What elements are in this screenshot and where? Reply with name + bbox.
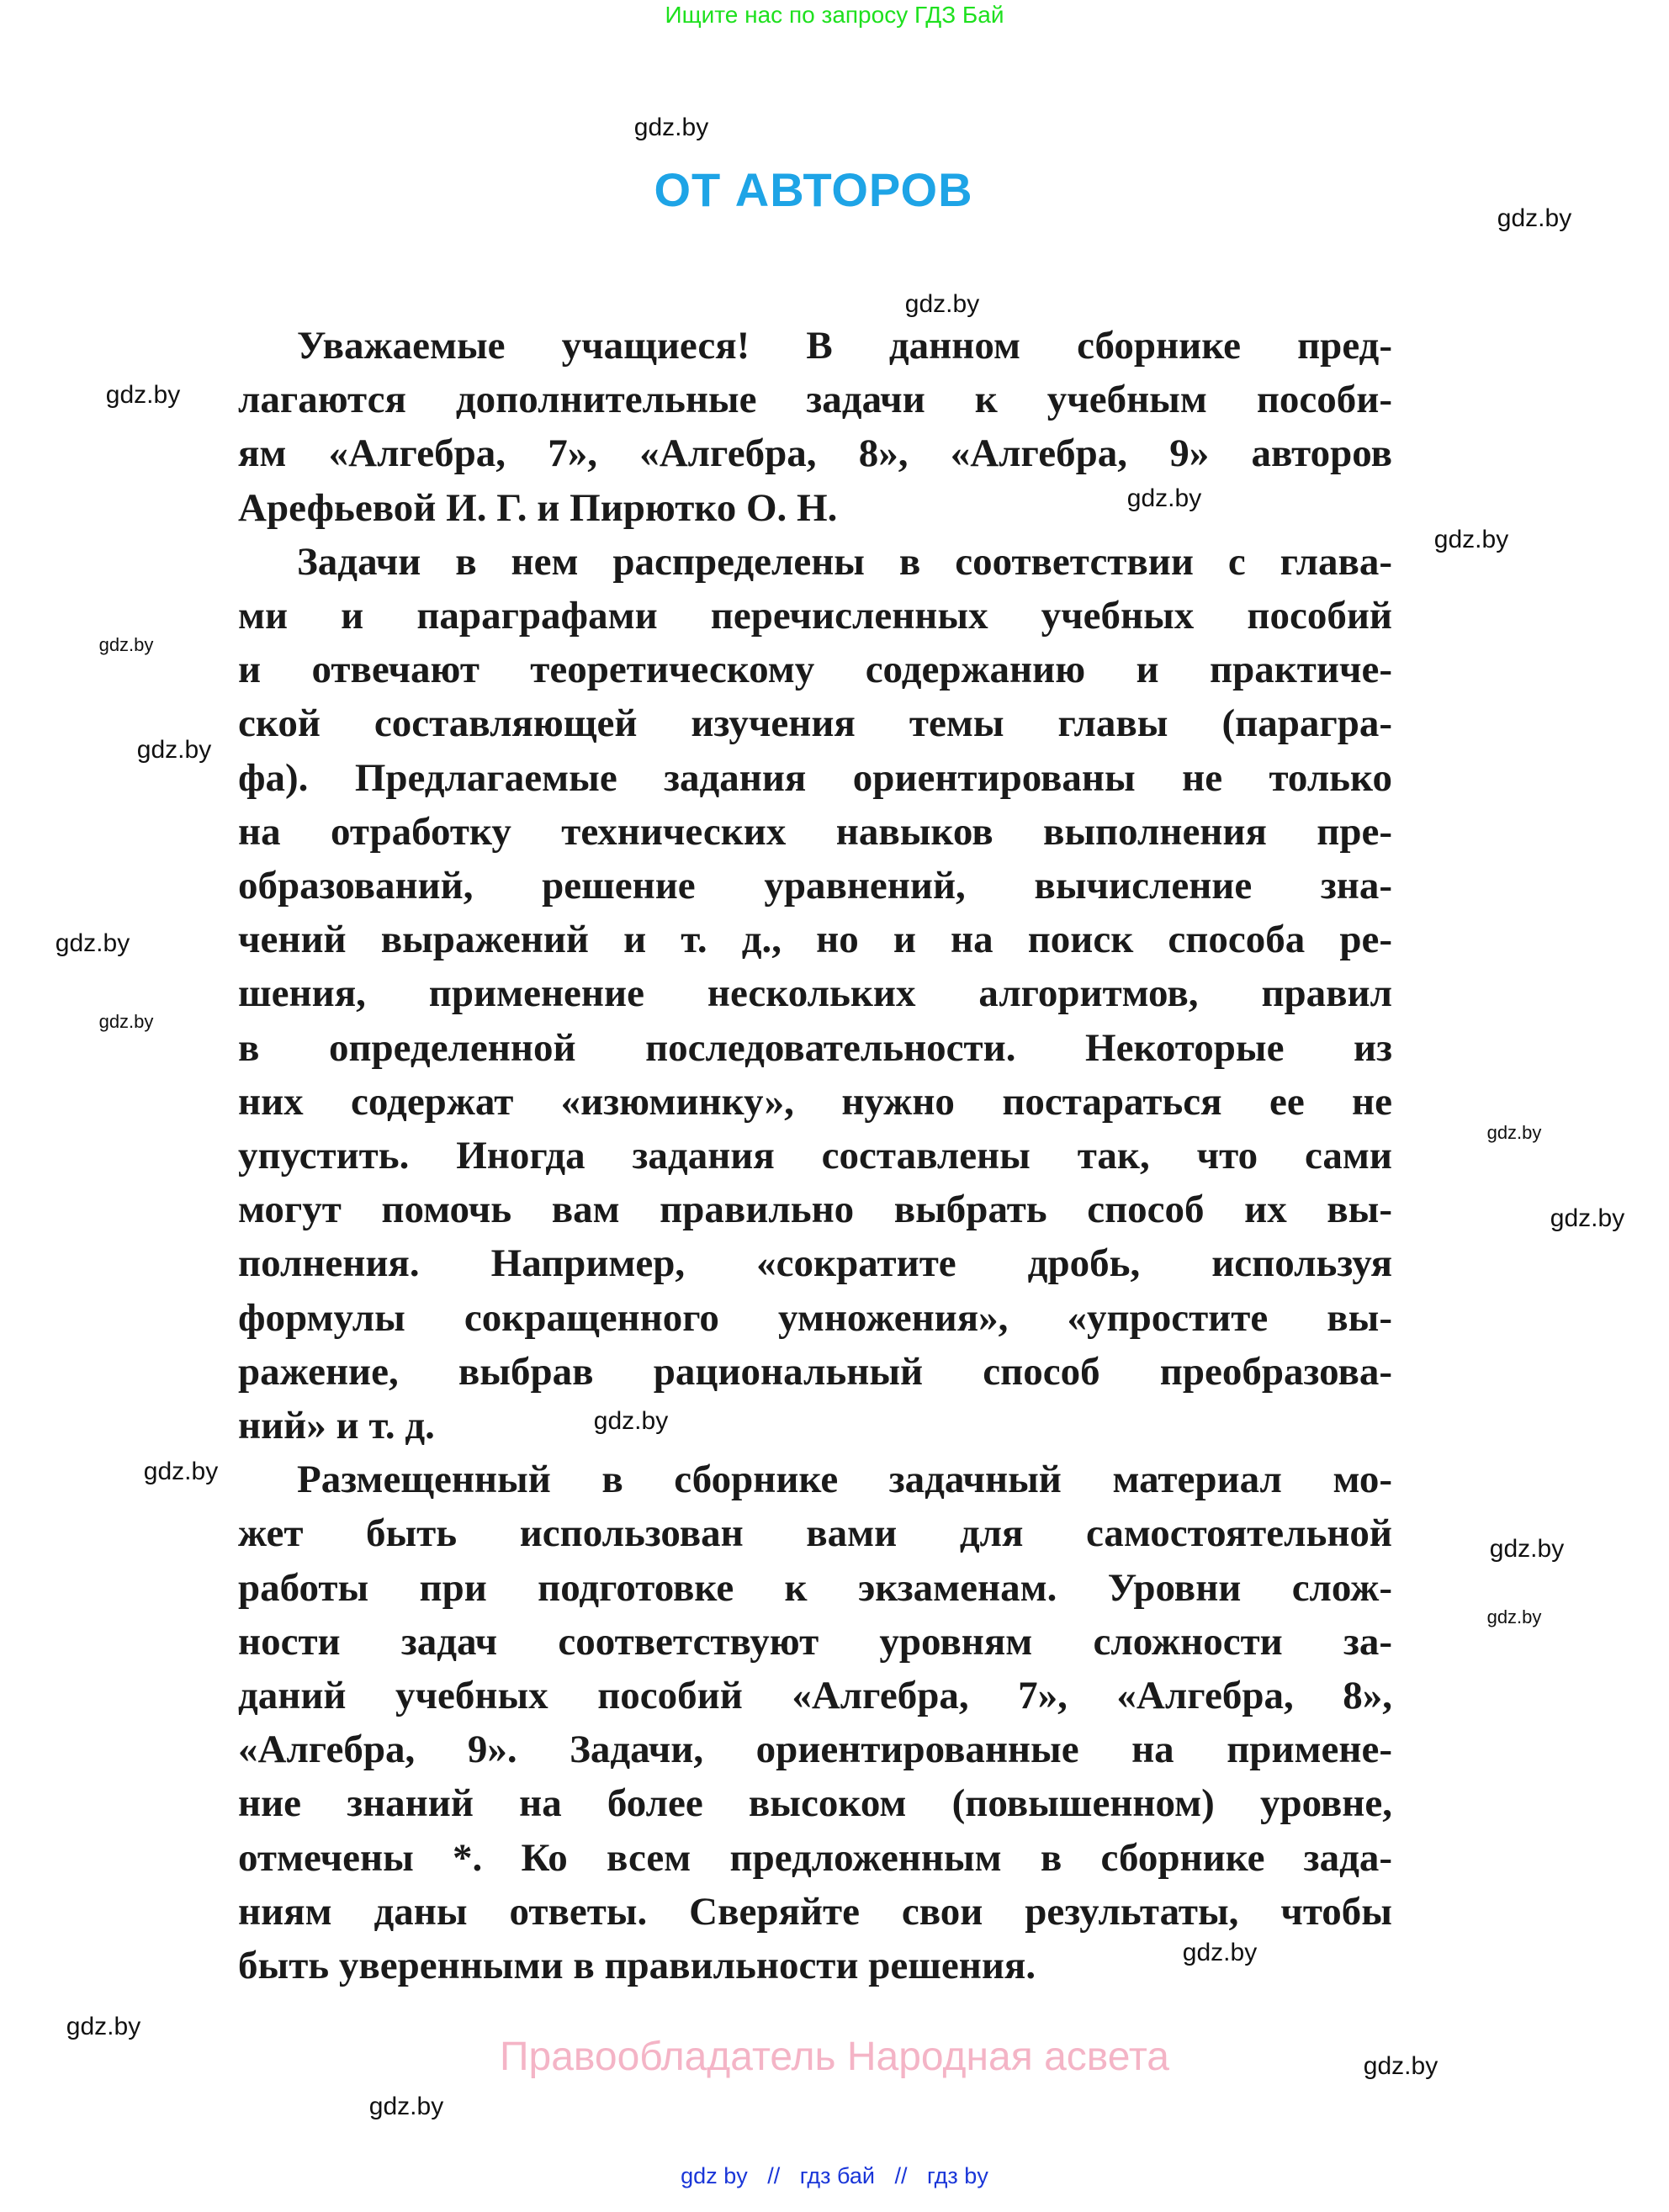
watermark-text: gdz.by: [368, 2093, 444, 2120]
text-line: в определенной последовательности. Некоторые из: [238, 1025, 1392, 1070]
text-line: отмечены *. Ко всем предложенным в сборнике зада-: [238, 1835, 1392, 1880]
text-line: шения, применение нескольких алгоритмов, правил: [238, 971, 1392, 1016]
text-line: на отработку технических навыков выполнения пре-: [238, 809, 1392, 854]
footer-link-gdz-bai[interactable]: гдз бай: [799, 2163, 875, 2188]
watermark-text: gdz.by: [1550, 1204, 1625, 1232]
text-line: ний» и т. д.: [238, 1404, 435, 1447]
text-line: формулы сокращенного умножения», «упростите вы-: [238, 1295, 1392, 1340]
text-line: Размещенный в сборнике задачный материал мо-: [297, 1458, 1392, 1502]
text-line: упустить. Иногда задания составлены так, что сами: [238, 1134, 1392, 1177]
text-line: полнения. Например, «сократите дробь, используя: [238, 1241, 1392, 1286]
watermark-text: gdz.by: [904, 290, 980, 318]
watermark-text: gdz.by: [66, 2013, 141, 2040]
footer-links: [0, 2163, 1669, 2189]
page-title: ОТ АВТОРОВ: [654, 163, 973, 216]
text-line: даний учебных пособий «Алгебра, 7», «Алгебра, 8»,: [238, 1674, 1392, 1717]
watermark-text: gdz.by: [633, 114, 709, 141]
text-line: лагаются дополнительные задачи к учебным пособи-: [238, 378, 1392, 422]
watermark-text: gdz.by: [1486, 1606, 1542, 1627]
text-line: Арефьевой И. Г. и Пирютко О. Н.: [238, 485, 838, 530]
watermark-text: gdz.by: [98, 634, 154, 655]
text-line: жет быть использован вами для самостоятельной: [238, 1511, 1392, 1556]
copyright-holder: Правообладатель Народная асвета: [500, 2035, 1169, 2079]
watermark-text: gdz.by: [1126, 484, 1202, 512]
footer-separator: //: [894, 2163, 908, 2188]
text-line: фа). Предлагаемые задания ориентированы не только: [238, 755, 1392, 800]
footer-separator: //: [767, 2163, 781, 2188]
text-line: чений выражений и т. д., но и на поиск способа ре-: [238, 918, 1392, 962]
text-line: Уважаемые учащиеся! В данном сборнике пред-: [297, 324, 1392, 368]
text-line: ние знаний на более высоком (повышенном) уровне,: [238, 1781, 1392, 1826]
text-line: них содержат «изюминку», нужно постараться ее не: [238, 1079, 1392, 1124]
watermark-text: gdz.by: [1433, 526, 1509, 553]
watermark-text: gdz.by: [1182, 1939, 1258, 1966]
watermark-text: gdz.by: [1486, 1122, 1542, 1143]
text-line: и отвечают теоретическому содержанию и практиче-: [238, 648, 1392, 692]
watermark-text: gdz.by: [593, 1407, 669, 1435]
text-line: образований, решение уравнений, вычисление зна-: [238, 864, 1392, 908]
text-line: ности задач соответствуют уровням сложности за-: [238, 1619, 1392, 1664]
text-line: ми и параграфами перечисленных учебных пособий: [238, 594, 1392, 638]
watermark-text: gdz.by: [55, 929, 130, 957]
text-line: быть уверенными в правильности решения.: [238, 1944, 1036, 1987]
text-line: ской составляющей изучения темы главы (парагра-: [238, 701, 1392, 746]
text-line: работы при подготовке к экзаменам. Уровни слож-: [238, 1565, 1392, 1610]
text-line: Задачи в нем распределены в соответствии с глава-: [297, 539, 1392, 584]
search-banner: Ищите нас по запросу ГДЗ Бай: [665, 2, 1004, 28]
footer-link-gdz-by[interactable]: gdz by: [681, 2163, 748, 2188]
watermark-text: gdz.by: [136, 736, 212, 764]
text-line: ниям даны ответы. Сверяйте свои результаты, чтобы: [238, 1889, 1392, 1934]
text-line: ражение, выбрав рациональный способ преобразова-: [238, 1349, 1392, 1394]
text-line: ям «Алгебра, 7», «Алгебра, 8», «Алгебра, 9» авторов: [238, 431, 1392, 476]
footer-link-gdz-by-cyr[interactable]: гдз by: [927, 2163, 988, 2188]
watermark-text: gdz.by: [105, 381, 181, 409]
watermark-text: gdz.by: [1497, 204, 1572, 232]
watermark-text: gdz.by: [1489, 1535, 1565, 1563]
text-line: «Алгебра, 9». Задачи, ориентированные на примене-: [238, 1728, 1392, 1772]
watermark-text: gdz.by: [1363, 2052, 1439, 2080]
watermark-text: gdz.by: [98, 1011, 154, 1032]
text-line: могут помочь вам правильно выбрать способ их вы-: [238, 1188, 1392, 1232]
watermark-text: gdz.by: [143, 1458, 219, 1485]
